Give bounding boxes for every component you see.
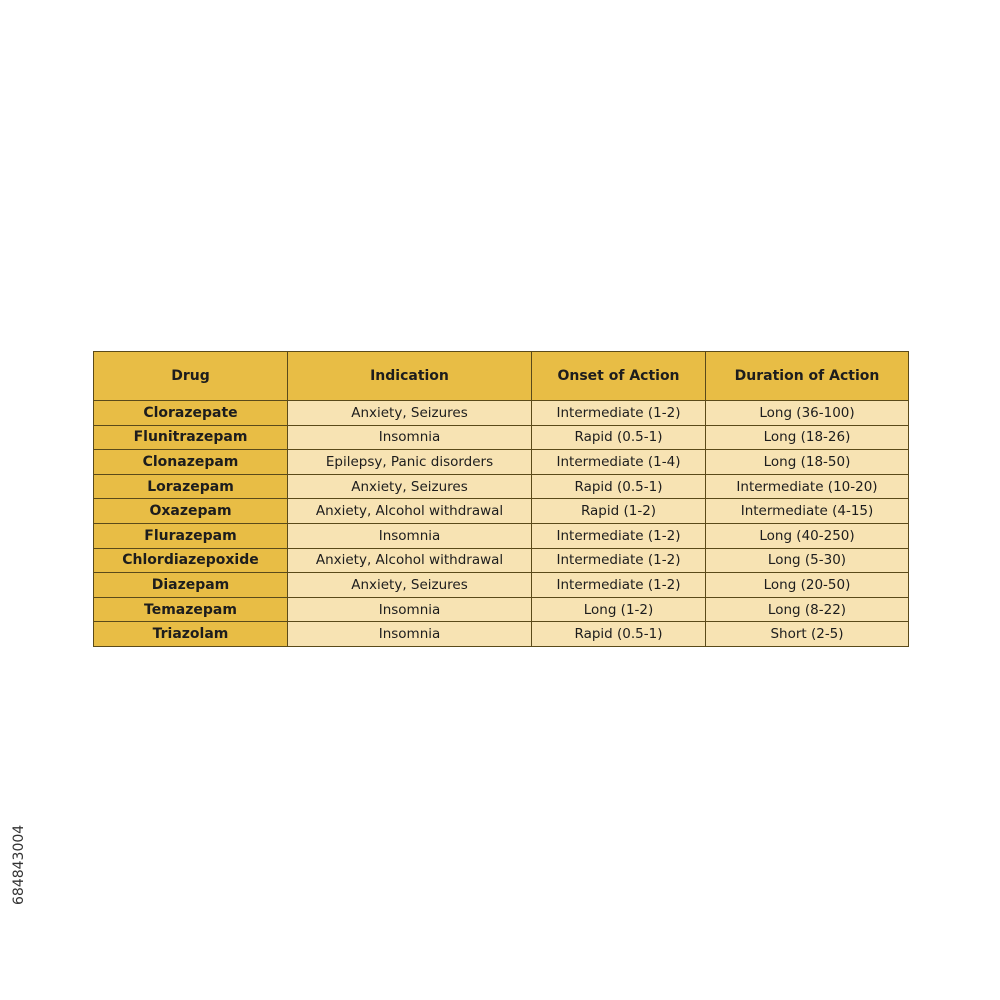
onset-cell: Long (1-2): [532, 597, 706, 622]
duration-cell: Intermediate (10-20): [706, 474, 909, 499]
indication-cell: Anxiety, Seizures: [288, 573, 532, 598]
table-row: [94, 523, 909, 548]
drug-cell: Diazepam: [94, 573, 288, 598]
indication-cell: Anxiety, Seizures: [288, 401, 532, 426]
benzodiazepine-table: [93, 351, 909, 647]
drug-cell: Oxazepam: [94, 499, 288, 524]
table-row: [94, 573, 909, 598]
indication-cell: Insomnia: [288, 597, 532, 622]
indication-cell: Epilepsy, Panic disorders: [288, 450, 532, 475]
table-row: [94, 597, 909, 622]
indication-cell: Anxiety, Alcohol withdrawal: [288, 499, 532, 524]
duration-cell: Long (20-50): [706, 573, 909, 598]
onset-cell: Intermediate (1-2): [532, 523, 706, 548]
duration-cell: Long (40-250): [706, 523, 909, 548]
header-duration: Duration of Action: [706, 352, 909, 401]
duration-cell: Intermediate (4-15): [706, 499, 909, 524]
duration-cell: Long (18-50): [706, 450, 909, 475]
duration-cell: Long (18-26): [706, 425, 909, 450]
table-row: [94, 425, 909, 450]
onset-cell: Rapid (0.5-1): [532, 425, 706, 450]
onset-cell: Intermediate (1-2): [532, 401, 706, 426]
onset-cell: Rapid (0.5-1): [532, 474, 706, 499]
onset-cell: Intermediate (1-2): [532, 548, 706, 573]
indication-cell: Insomnia: [288, 425, 532, 450]
indication-cell: Anxiety, Alcohol withdrawal: [288, 548, 532, 573]
indication-cell: Insomnia: [288, 622, 532, 647]
duration-cell: Long (8-22): [706, 597, 909, 622]
indication-cell: Anxiety, Seizures: [288, 474, 532, 499]
header-onset: Onset of Action: [532, 352, 706, 401]
table-header-row: [94, 352, 909, 401]
drug-cell: Temazepam: [94, 597, 288, 622]
drug-cell: Clorazepate: [94, 401, 288, 426]
onset-cell: Rapid (0.5-1): [532, 622, 706, 647]
drug-cell: Triazolam: [94, 622, 288, 647]
table-row: [94, 450, 909, 475]
table-row: [94, 622, 909, 647]
duration-cell: Short (2-5): [706, 622, 909, 647]
stock-image-id: 684843004: [11, 824, 27, 905]
header-drug: Drug: [94, 352, 288, 401]
table-row: [94, 474, 909, 499]
header-indication: Indication: [288, 352, 532, 401]
table-row: [94, 548, 909, 573]
onset-cell: Intermediate (1-4): [532, 450, 706, 475]
drug-cell: Clonazepam: [94, 450, 288, 475]
drug-cell: Flunitrazepam: [94, 425, 288, 450]
drug-cell: Chlordiazepoxide: [94, 548, 288, 573]
table-row: [94, 401, 909, 426]
drug-cell: Lorazepam: [94, 474, 288, 499]
onset-cell: Intermediate (1-2): [532, 573, 706, 598]
onset-cell: Rapid (1-2): [532, 499, 706, 524]
indication-cell: Insomnia: [288, 523, 532, 548]
duration-cell: Long (36-100): [706, 401, 909, 426]
duration-cell: Long (5-30): [706, 548, 909, 573]
drug-cell: Flurazepam: [94, 523, 288, 548]
table-row: [94, 499, 909, 524]
